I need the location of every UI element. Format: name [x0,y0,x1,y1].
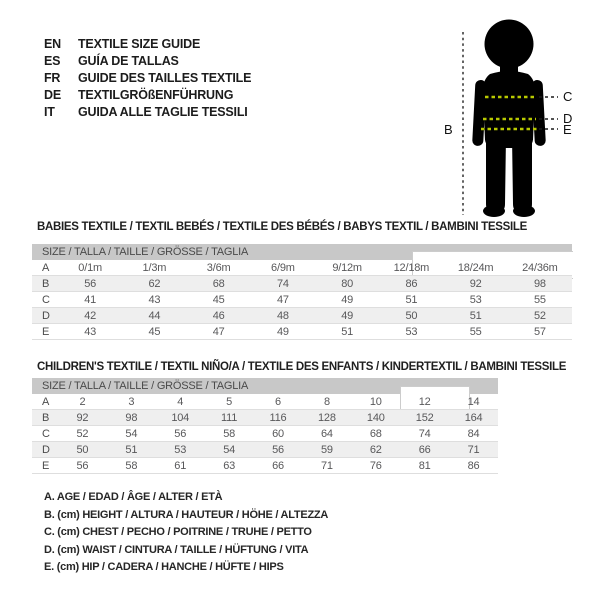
lang-row-de [44,87,251,104]
table-cell: 56 [174,427,187,440]
table-cell: 6/9m [271,261,295,274]
row-label: E [42,325,50,338]
lang-label: GUÍA DE TALLAS [78,54,179,68]
row-label: B [42,411,50,424]
table-cell: 58 [125,459,138,472]
table-row-E [32,458,498,474]
table-cell: 68 [369,427,382,440]
table-row-A [32,260,572,276]
table-cell: 4 [177,395,184,408]
table-cell: 56 [272,443,284,456]
table-row-C [32,426,498,442]
child-measurement-diagram [440,8,600,230]
table-cell: 98 [125,411,138,424]
table-cell: 44 [148,309,161,322]
lang-code: EN [44,37,61,51]
table-row-C [32,292,572,308]
table-row-E [32,324,572,340]
chest-label: C [563,89,573,104]
lang-row-it [44,104,251,121]
table-cell: 71 [467,443,480,456]
table-cell: 51 [405,293,418,306]
table-cell: 59 [320,443,333,456]
table-cell: 76 [369,459,382,472]
children-section-title: CHILDREN'S TEXTILE / TEXTIL NIÑO/A / TEXTILE DES ENFANTS / KINDERTEXTIL / BAMBINI TESSILE [37,361,567,373]
table-cell: 1/3m [142,261,167,274]
table-cell: 53 [174,443,187,456]
table-cell: 74 [276,277,289,290]
lang-code: ES [44,54,61,68]
table-cell: 0/1m [78,261,102,274]
table-cell: 64 [320,427,333,440]
table-cell: 49 [276,325,289,338]
table-cell: 47 [212,325,225,338]
measurement-legend [44,489,328,577]
table-cell: 18/24m [457,261,494,274]
size-header-row: SIZE / TALLA / TAILLE / GRÖSSE / TAGLIA [32,244,572,260]
row-label: A [42,261,50,274]
table-cell: 128 [318,411,336,424]
table-cell: 62 [148,277,161,290]
table-cell: 9/12m [332,261,362,274]
legend-chest: C. (cm) CHEST / PECHO / POITRINE / TRUHE / PETTO [44,526,312,538]
table-cell: 8 [323,395,330,408]
table-cell: 47 [276,293,289,306]
lang-label: GUIDE DES TAILLES TEXTILE [78,71,252,85]
lang-label: GUIDA ALLE TAGLIE TESSILI [78,105,248,119]
size-header-row: SIZE / TALLA / TAILLE / GRÖSSE / TAGLIA [32,378,498,394]
table-cell: 52 [533,309,546,322]
table-row-B [32,276,572,292]
table-cell: 46 [212,309,225,322]
table-cell: 24/36m [522,261,558,274]
table-cell: 68 [212,277,225,290]
row-label: B [42,277,50,290]
table-cell: 5 [226,395,233,408]
lang-code: FR [44,71,61,85]
table-cell: 116 [269,411,287,424]
lang-row-es [44,53,251,70]
table-cell: 43 [84,325,97,338]
table-row-A [32,394,498,410]
table-cell: 55 [469,325,482,338]
lang-code: IT [44,105,55,119]
table-cell: 45 [148,325,161,338]
row-label: D [42,443,50,456]
table-cell: 86 [405,277,418,290]
table-cell: 43 [148,293,161,306]
waist-label: D [563,111,573,126]
table-cell: 58 [223,427,236,440]
row-label: C [42,293,50,306]
table-cell: 164 [464,411,483,424]
lang-label: TEXTILGRÖßENFÜHRUNG [78,88,234,102]
table-cell: 3 [128,395,135,408]
table-cell: 54 [125,427,138,440]
table-cell: 66 [418,443,431,456]
legend-height: B. (cm) HEIGHT / ALTURA / HAUTEUR / HÖHE / ALTEZZA [44,508,329,521]
table-cell: 53 [469,293,482,306]
row-label: C [42,427,50,440]
table-cell: 51 [469,309,482,322]
table-cell: 57 [533,325,546,338]
table-cell: 53 [405,325,418,338]
table-cell: 152 [415,411,434,424]
table-cell: 12/18m [393,261,430,274]
table-cell: 63 [223,459,236,472]
babies-section-title: BABIES TEXTILE / TEXTIL BEBÉS / TEXTILE DES BÉBÉS / BABYS TEXTIL / BAMBINI TESSILE [37,221,527,233]
table-cell: 12 [418,395,431,408]
legend-age: A. AGE / EDAD / ÂGE / ALTER / ETÀ [44,491,223,503]
table-cell: 2 [79,395,86,408]
table-cell: 60 [272,427,284,440]
table-cell: 41 [84,293,97,306]
lang-row-en [44,36,251,53]
table-cell: 52 [76,427,89,440]
table-cell: 66 [272,459,284,472]
table-cell: 98 [533,277,546,290]
table-cell: 56 [84,277,97,290]
row-label: A [42,395,50,408]
table-cell: 42 [84,309,97,322]
table-cell: 51 [341,325,354,338]
legend-waist: D. (cm) WAIST / CINTURA / TAILLE / HÜFTUNG / VITA [44,543,309,556]
table-cell: 54 [223,443,236,456]
table-cell: 6 [275,395,281,408]
table-cell: 14 [467,395,480,408]
table-cell: 50 [405,309,418,322]
table-cell: 61 [174,459,187,472]
table-cell: 56 [76,459,89,472]
lang-label: TEXTILE SIZE GUIDE [78,37,201,51]
table-cell: 111 [221,411,238,424]
table-cell: 48 [276,309,289,322]
table-cell: 62 [369,443,382,456]
height-label: B [444,122,453,137]
table-cell: 3/6m [206,261,231,274]
table-cell: 92 [76,411,89,424]
table-row-D [32,442,498,458]
hip-label: E [563,122,572,137]
table-cell: 140 [366,411,385,424]
table-cell: 49 [341,309,354,322]
table-cell: 80 [341,277,354,290]
table-cell: 86 [467,459,480,472]
table-cell: 55 [533,293,546,306]
table-cell: 84 [467,427,480,440]
table-cell: 92 [469,277,482,290]
lang-row-fr [44,70,251,87]
table-cell: 74 [418,427,431,440]
children-size-table [32,378,498,474]
row-label: E [42,459,50,472]
row-label: D [42,309,50,322]
table-cell: 10 [369,395,382,408]
table-cell: 49 [341,293,354,306]
table-cell: 104 [171,411,190,424]
language-title-list [44,36,251,121]
table-row-D [32,308,572,324]
babies-size-table [32,244,572,340]
table-cell: 81 [418,459,431,472]
table-cell: 45 [212,293,225,306]
table-cell: 50 [76,443,89,456]
legend-hip: E. (cm) HIP / CADERA / HANCHE / HÜFTE / HIPS [44,561,284,573]
lang-code: DE [44,88,61,102]
table-cell: 51 [125,443,138,456]
table-cell: 71 [320,459,333,472]
table-row-B [32,410,498,426]
